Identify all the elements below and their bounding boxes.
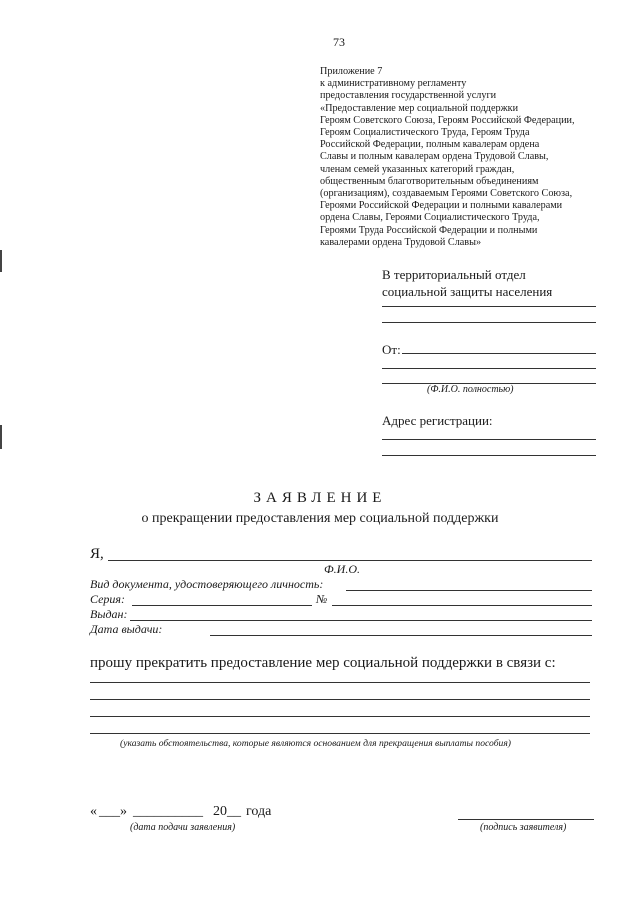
date-day-field[interactable]: ___ (99, 804, 120, 819)
applicant-fio-field[interactable] (108, 560, 592, 561)
document-title: ЗАЯВЛЕНИЕ (253, 490, 387, 506)
reason-hint: (указать обстоятельства, которые являются основанием для прекращения выплаты пособия) (120, 738, 511, 749)
appendix-line: Приложение 7 (320, 66, 383, 77)
number-label: № (316, 592, 328, 606)
from-fio-field[interactable] (402, 353, 596, 354)
issue-date-label: Дата выдачи: (90, 622, 163, 636)
date-quote-close: » (120, 804, 127, 819)
appendix-line: к административному регламенту (320, 78, 467, 90)
addressee-dept-field[interactable] (382, 306, 596, 307)
signature-hint: (подпись заявителя) (480, 822, 567, 833)
appendix-line: членам семей указанных категорий граждан, (320, 163, 515, 175)
scan-mark (0, 425, 2, 449)
date-year-field[interactable]: __ (227, 804, 241, 819)
appendix-line: предоставления государственной услуги (320, 90, 497, 102)
appendix-line: ордена Славы, Героями Социалистического Труда, (320, 212, 540, 224)
appendix-line: Героями Российской Федерации и полными кавалерами (320, 200, 563, 212)
address-field[interactable] (382, 439, 596, 440)
appendix-header (320, 66, 610, 249)
appendix-line: Героям Социалистического Труда, Героям Труда (320, 127, 530, 139)
doc-type-label: Вид документа, удостоверяющего личность: (90, 577, 324, 591)
issued-by-label: Выдан: (90, 607, 128, 621)
date-hint: (дата подачи заявления) (130, 822, 236, 833)
doc-type-field[interactable] (346, 590, 592, 591)
signature-field[interactable] (458, 819, 594, 820)
scan-mark (0, 250, 2, 272)
fio-hint: Ф.И.О. (324, 562, 360, 576)
reason-field[interactable] (90, 699, 590, 700)
document-subtitle: о прекращении предоставления мер социальной поддержки (141, 511, 499, 526)
series-field[interactable] (132, 605, 312, 606)
appendix-line: Российской Федерации, полным кавалерам ордена (320, 139, 540, 151)
appendix-line: (организациям), создаваемым Героями Советского Союза, (320, 188, 573, 200)
request-text: прошу прекратить предоставление мер социальной поддержки в связи с: (90, 655, 556, 671)
from-fio-field[interactable] (382, 368, 596, 369)
address-label: Адрес регистрации: (382, 413, 493, 428)
issued-by-field[interactable] (130, 620, 592, 621)
series-label: Серия: (90, 592, 125, 606)
address-field[interactable] (382, 455, 596, 456)
appendix-line: Славы и полным кавалерам ордена Трудовой Славы, (320, 151, 549, 163)
date-quote-open: « (90, 804, 97, 819)
fio-full-hint: (Ф.И.О. полностью) (427, 384, 514, 395)
addressee-line-1: В территориальный отдел (382, 267, 526, 282)
reason-field[interactable] (90, 733, 590, 734)
ya-label: Я, (90, 546, 104, 562)
date-month-field[interactable]: __________ (133, 804, 203, 819)
page-number: 73 (333, 35, 345, 49)
number-field[interactable] (332, 605, 592, 606)
date-year-prefix: 20 (213, 804, 227, 819)
appendix-line: «Предоставление мер социальной поддержки (320, 102, 519, 114)
issue-date-field[interactable] (210, 635, 592, 636)
appendix-line: Героям Советского Союза, Героям Российской Федерации, (320, 114, 575, 126)
appendix-line: общественным благотворительным объединениям (320, 175, 539, 187)
addressee-dept-field[interactable] (382, 322, 596, 323)
reason-field[interactable] (90, 716, 590, 717)
reason-field[interactable] (90, 682, 590, 683)
from-label: От: (382, 342, 401, 357)
date-year-word: года (246, 804, 272, 819)
appendix-line: Героями Труда Российской Федерации и полными (320, 224, 538, 236)
appendix-line: кавалерами ордена Трудовой Славы» (320, 236, 482, 248)
addressee-line-2: социальной защиты населения (382, 284, 553, 299)
